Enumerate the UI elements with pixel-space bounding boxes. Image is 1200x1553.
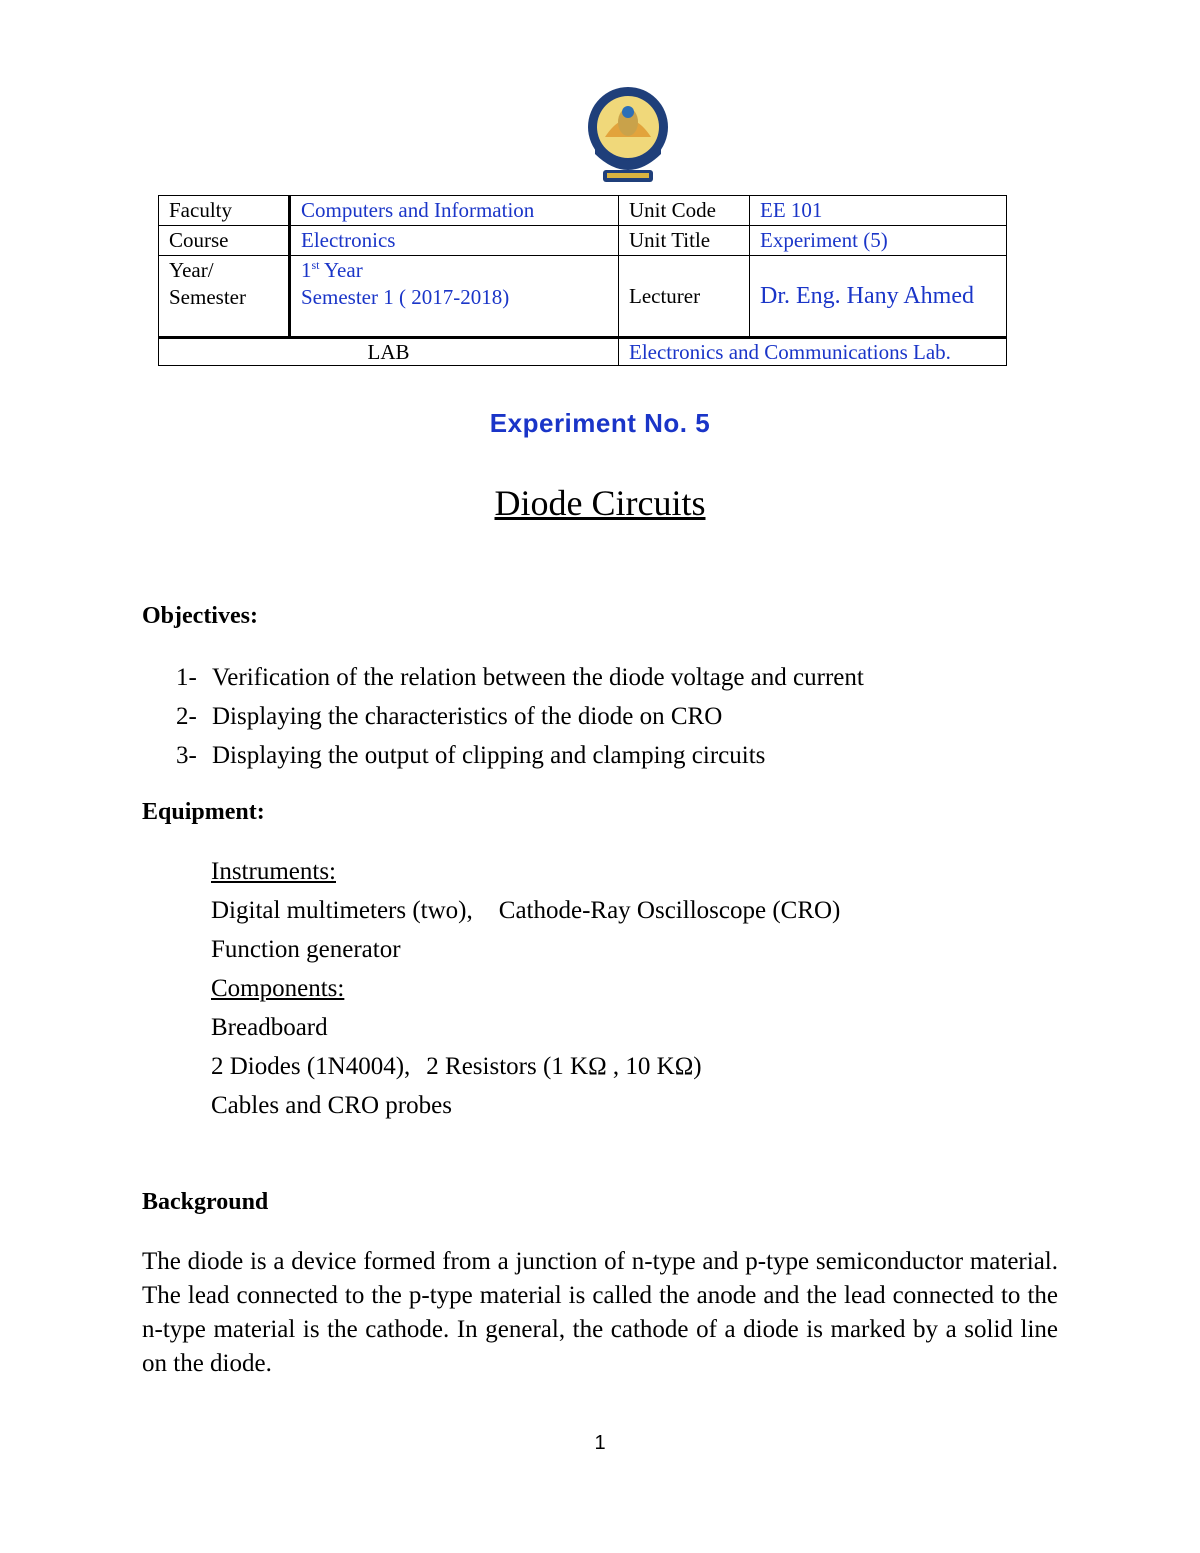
year-value — [301, 257, 608, 284]
list-item — [176, 658, 864, 697]
instrument-oscilloscope: Cathode-Ray Oscilloscope (CRO) — [498, 897, 841, 924]
list-item — [176, 697, 864, 736]
year-ordinal: st — [311, 258, 320, 272]
equipment-list — [211, 852, 840, 1125]
components-heading: Components: — [211, 975, 345, 1002]
lecturer-value: Dr. Eng. Hany Ahmed — [750, 256, 1007, 338]
objectives-heading: Objectives: — [142, 603, 258, 629]
unit-code-value: EE 101 — [750, 196, 1007, 226]
faculty-value: Computers and Information — [290, 196, 619, 226]
year-number: 1 — [301, 258, 312, 282]
year-semester-value — [290, 256, 619, 338]
course-label: Course — [159, 226, 290, 256]
list-item-text: Displaying the output of clipping and clamping circuits — [212, 742, 766, 769]
equipment-heading: Equipment: — [142, 799, 265, 825]
component-line — [211, 1047, 840, 1086]
university-logo — [583, 82, 673, 192]
instruments-heading: Instruments: — [211, 858, 336, 885]
lecturer-label: Lecturer — [619, 256, 750, 338]
instrument-multimeters: Digital multimeters (two), — [211, 897, 473, 924]
page-title: Diode Circuits — [494, 483, 706, 523]
instrument-function-generator: Function generator — [211, 936, 401, 963]
year-label: Year/ — [169, 258, 214, 282]
unit-title-label: Unit Title — [619, 226, 750, 256]
background-paragraph: The diode is a device formed from a junction of n-type and p-type semiconductor material. The lead connected to the p-type material is called the anode and the lead connected to the n-type material is the cathode. In general, the cathode of a diode is marked by a solid line on the diode. — [142, 1248, 1058, 1377]
component-cables: Cables and CRO probes — [211, 1092, 452, 1119]
component-resistors: 2 Resistors (1 KΩ , 10 KΩ) — [426, 1053, 702, 1080]
course-info-table — [158, 195, 1007, 366]
list-item-text: Displaying the characteristics of the diode on CRO — [212, 703, 723, 730]
instrument-line — [211, 891, 840, 930]
unit-code-label: Unit Code — [619, 196, 750, 226]
list-item-text: Verification of the relation between the diode voltage and current — [212, 664, 864, 691]
component-breadboard: Breadboard — [211, 1014, 328, 1041]
page-number: 1 — [594, 1432, 606, 1454]
unit-title-value: Experiment (5) — [750, 226, 1007, 256]
objectives-list — [176, 658, 864, 775]
list-item-number: 1- — [176, 664, 197, 691]
background-heading: Background — [142, 1189, 269, 1215]
course-value: Electronics — [290, 226, 619, 256]
faculty-label: Faculty — [159, 196, 290, 226]
lab-value: Electronics and Communications Lab. — [619, 338, 1007, 366]
list-item-number: 2- — [176, 703, 197, 730]
semester-value: Semester 1 ( 2017-2018) — [301, 285, 510, 309]
list-item — [176, 736, 864, 775]
year-semester-label — [159, 256, 290, 338]
list-item-number: 3- — [176, 742, 197, 769]
year-word: Year — [319, 258, 363, 282]
component-diodes: 2 Diodes (1N4004), — [211, 1053, 411, 1080]
lab-label: LAB — [159, 338, 619, 366]
experiment-number: Experiment No. 5 — [489, 408, 711, 438]
semester-label: Semester — [169, 285, 246, 309]
